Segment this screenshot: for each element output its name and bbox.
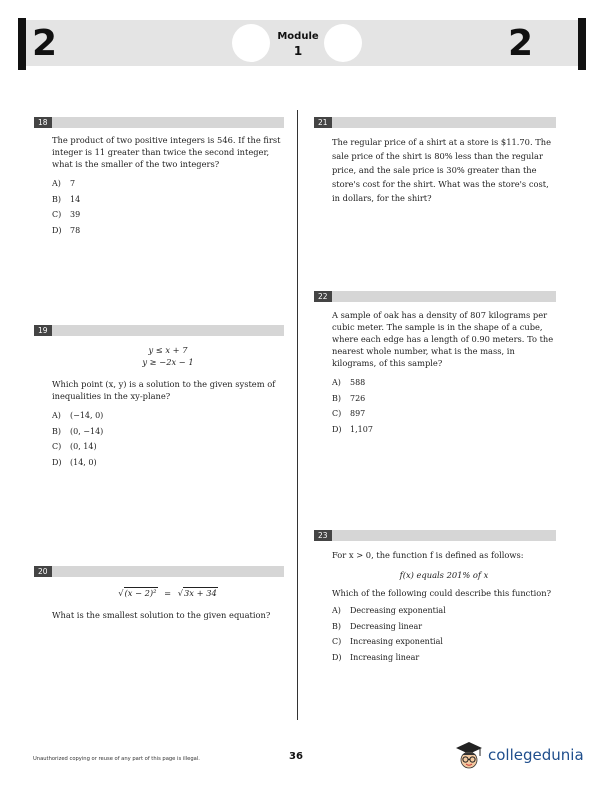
- question-23: [332, 549, 556, 665]
- brand-logo[interactable]: [452, 738, 584, 772]
- option[interactable]: [332, 391, 556, 407]
- question-22-options: [332, 375, 556, 437]
- option-value: 14: [70, 194, 81, 204]
- question-23-text: Which of the following could describe this function?: [332, 588, 552, 598]
- option-value: 78: [70, 225, 81, 235]
- question-20-text: What is the smallest solution to the given equation?: [52, 610, 271, 620]
- option[interactable]: [332, 634, 556, 650]
- option-value: Decreasing linear: [350, 621, 423, 631]
- option[interactable]: [52, 424, 284, 440]
- option[interactable]: [332, 650, 556, 666]
- header-right-bar: [578, 18, 586, 70]
- question-18-number: 18: [34, 117, 52, 128]
- question-21-bar: [314, 117, 556, 128]
- equation-equals: =: [164, 588, 172, 598]
- option[interactable]: [52, 192, 284, 208]
- option-value: Increasing exponential: [350, 637, 443, 646]
- module-title: Module: [277, 31, 319, 42]
- option[interactable]: [52, 176, 284, 192]
- question-23-options: [332, 603, 556, 665]
- option-letter: C): [52, 210, 62, 219]
- option[interactable]: [52, 207, 284, 223]
- question-18-text: The product of two positive integers is 546. If the first integer is 11 greater than twice the second integer, what is the smaller of the two integers?: [52, 135, 281, 169]
- question-21: [332, 135, 556, 205]
- option-letter: B): [332, 393, 341, 403]
- option-value: 1,107: [350, 424, 373, 434]
- option-value: (14, 0): [70, 457, 97, 467]
- option-value: 39: [70, 210, 81, 219]
- option-value: (−14, 0): [70, 411, 104, 420]
- option[interactable]: [52, 223, 284, 239]
- question-19-text: Which point (x, y) is a solution to the given system of inequalities in the xy-plane?: [52, 379, 276, 401]
- question-22: [332, 309, 556, 437]
- option[interactable]: [332, 422, 556, 438]
- module-number: 1: [293, 44, 303, 58]
- option-value: 726: [350, 393, 366, 403]
- option[interactable]: [52, 408, 284, 424]
- option-letter: D): [52, 457, 62, 467]
- question-19-bar: [34, 325, 284, 336]
- equation-right: 3x + 34: [184, 588, 217, 598]
- question-19: [52, 344, 284, 470]
- option[interactable]: [52, 455, 284, 471]
- option-letter: D): [332, 652, 342, 662]
- question-22-bar: [314, 291, 556, 302]
- section-number-left: 2: [32, 23, 58, 64]
- option-value: 588: [350, 378, 366, 387]
- question-22-number: 22: [314, 291, 332, 302]
- option-letter: A): [52, 179, 61, 188]
- option-letter: C): [332, 637, 342, 646]
- option-letter: A): [52, 411, 61, 420]
- question-20-number: 20: [34, 566, 52, 577]
- brand-name: collegedunia: [488, 746, 584, 764]
- equation: √(x − 2)² = √3x + 34: [118, 588, 217, 598]
- module-label: [266, 30, 330, 59]
- option[interactable]: [52, 439, 284, 455]
- column-divider: [297, 110, 298, 720]
- question-20-bar: [34, 566, 284, 577]
- graduate-mascot-icon: [452, 738, 486, 772]
- page-number: 36: [289, 751, 303, 762]
- question-19-options: [52, 408, 284, 470]
- inequality-2: y ≥ −2x − 1: [142, 357, 194, 367]
- question-21-number: 21: [314, 117, 332, 128]
- option-letter: B): [332, 621, 341, 631]
- option-value: Decreasing exponential: [350, 606, 446, 615]
- question-18: [52, 134, 284, 238]
- option[interactable]: [332, 603, 556, 619]
- function-definition: f(x) equals 201% of x: [399, 570, 489, 580]
- question-23-intro: For x > 0, the function f is defined as follows:: [332, 550, 524, 560]
- inequality-1: y ≤ x + 7: [148, 345, 188, 355]
- option[interactable]: [332, 619, 556, 635]
- copyright-notice: Unauthorized copying or reuse of any part of this page is illegal.: [33, 756, 200, 762]
- option[interactable]: [332, 406, 556, 422]
- question-18-options: [52, 176, 284, 238]
- question-23-bar: [314, 530, 556, 541]
- question-23-number: 23: [314, 530, 332, 541]
- option[interactable]: [332, 375, 556, 391]
- header-left-bar: [18, 18, 26, 70]
- header-circle-left: [232, 24, 270, 62]
- question-19-number: 19: [34, 325, 52, 336]
- equation-left: (x − 2)²: [124, 588, 157, 598]
- question-18-bar: [34, 117, 284, 128]
- option-letter: A): [332, 606, 341, 615]
- option-value: 897: [350, 409, 366, 418]
- option-value: Increasing linear: [350, 652, 420, 662]
- option-value: (0, 14): [70, 442, 97, 451]
- option-value: (0, −14): [70, 426, 104, 436]
- question-22-text: A sample of oak has a density of 807 kilograms per cubic meter. The sample is in the shape of a cube, where each edge has a length of 0.90 meters. To the nearest whole number, what is the mass, in kilograms, of this sample?: [332, 310, 554, 368]
- question-20: [52, 586, 284, 621]
- option-letter: C): [332, 409, 342, 418]
- option-letter: D): [52, 225, 62, 235]
- option-letter: C): [52, 442, 62, 451]
- option-letter: B): [52, 194, 61, 204]
- question-21-text: The regular price of a shirt at a store is $11.70. The sale price of the shirt is 80% less than the regular price, and the sale price is 30% greater than the store's cost for the shirt. What was the store's cost, in dollars, for the shirt?: [332, 137, 552, 203]
- section-number-right: 2: [508, 23, 534, 64]
- option-value: 7: [70, 179, 76, 188]
- option-letter: A): [332, 378, 341, 387]
- option-letter: B): [52, 426, 61, 436]
- option-letter: D): [332, 424, 342, 434]
